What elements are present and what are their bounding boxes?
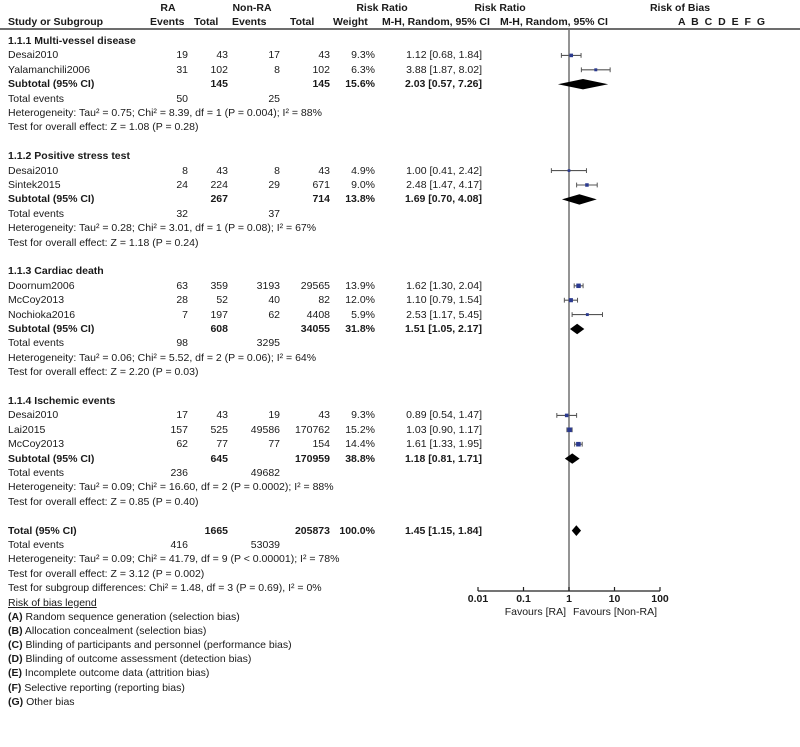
weight: 14.4% (345, 438, 375, 451)
risk-ratio-ci: 1.10 [0.79, 1.54] (406, 294, 482, 307)
legend-item-text: Random sequence generation (selection bias) (22, 610, 240, 623)
overall-effect-1.1.4 (0, 495, 800, 509)
subgroup-heading-1.1.1 (0, 34, 800, 48)
legend-item-b (8, 625, 206, 637)
weight: 31.8% (345, 323, 375, 335)
subgroup-heading-1.1.3 (0, 264, 800, 278)
header-group-4: Risk Ratio (474, 2, 526, 14)
grand-overall-effect (0, 567, 800, 581)
total-events-row (0, 336, 800, 350)
study-row (0, 437, 800, 451)
nonra-total: 43 (318, 164, 330, 177)
study-row (0, 63, 800, 77)
grand-total-label: Total (95% CI) (8, 524, 77, 537)
heterogeneity-1.1.1 (0, 106, 800, 120)
ra-total: 645 (210, 452, 228, 465)
legend-item-c (8, 639, 292, 651)
subgroup-heading-1.1.2 (0, 149, 800, 163)
study-name: Desai2010 (8, 409, 59, 422)
legend-item-g (8, 696, 75, 708)
ra-total-events: 50 (176, 92, 188, 105)
nonra-total-events: 3295 (256, 337, 280, 350)
header-rule (0, 28, 800, 30)
risk-ratio-ci: 1.69 [0.70, 4.08] (404, 193, 482, 206)
favours-left-label: Favours [RA] (504, 606, 566, 618)
overall-effect-1.1.2-text: Test for overall effect: Z = 1.18 (P = 0.24) (8, 236, 199, 249)
ra-total: 525 (210, 423, 228, 436)
total-events-row (0, 92, 800, 106)
study-name: Lai2015 (8, 423, 46, 436)
nonra-events: 62 (268, 308, 280, 321)
grand-heterogeneity (0, 552, 800, 566)
header-col-7: M-H, Random, 95% CI (382, 16, 490, 28)
total-events-label: Total events (8, 207, 65, 220)
ra-events: 62 (176, 438, 188, 451)
header-col-8: M-H, Random, 95% CI (500, 16, 608, 28)
legend-item-key: (F) (8, 681, 22, 694)
ra-total: 102 (210, 63, 228, 76)
nonra-total: 170762 (294, 423, 330, 436)
overall-effect-1.1.2 (0, 236, 800, 250)
ra-total: 43 (216, 164, 228, 177)
nonra-total: 205873 (294, 524, 330, 537)
risk-ratio-ci: 2.53 [1.17, 5.45] (406, 308, 482, 321)
subgroup-heading-1.1.3-text: 1.1.3 Cardiac death (8, 265, 104, 278)
risk-ratio-ci: 0.89 [0.54, 1.47] (406, 409, 482, 422)
nonra-total: 43 (318, 49, 330, 62)
risk-ratio-ci: 2.03 [0.57, 7.26] (404, 78, 482, 91)
weight: 4.9% (351, 164, 375, 177)
nonra-events: 8 (274, 164, 280, 177)
header-group-3: Risk Ratio (356, 2, 408, 14)
subgroup-heading-1.1.4-text: 1.1.4 Ischemic events (8, 395, 116, 407)
legend-item-key: (B) (8, 624, 23, 637)
risk-ratio-ci: 1.62 [1.30, 2.04] (406, 279, 482, 292)
legend-item-d (8, 653, 251, 665)
study-row (0, 308, 800, 322)
heterogeneity-1.1.3-text: Heterogeneity: Tau² = 0.06; Chi² = 5.52, df = 2 (P = 0.06); I² = 64% (8, 351, 317, 364)
risk-ratio-ci: 2.48 [1.47, 4.17] (406, 179, 482, 191)
subgroup-differences (0, 581, 800, 595)
study-name: Sintek2015 (8, 179, 61, 191)
study-row (0, 408, 800, 422)
ra-total-events: 32 (176, 207, 188, 220)
subtotal-row (0, 322, 800, 336)
subtotal-label: Subtotal (95% CI) (8, 323, 95, 335)
ra-total: 43 (216, 409, 228, 422)
nonra-total: 671 (312, 179, 330, 191)
weight: 13.9% (345, 279, 375, 292)
legend-item-e (8, 667, 209, 679)
ra-events: 7 (182, 308, 188, 321)
ra-total-events: 236 (170, 467, 188, 479)
risk-ratio-ci: 1.51 [1.05, 2.17] (404, 323, 482, 335)
ra-total: 43 (216, 49, 228, 62)
weight: 12.0% (345, 294, 375, 307)
subtotal-row (0, 77, 800, 91)
axis-tick-label-0: 0.01 (467, 593, 489, 605)
subtotal-label: Subtotal (95% CI) (8, 78, 95, 91)
subtotal-label: Subtotal (95% CI) (8, 193, 95, 206)
ra-total: 197 (210, 308, 228, 321)
axis-tick-label-2: 1 (566, 593, 572, 605)
total-events-label: Total events (8, 539, 65, 551)
nonra-total: 29565 (300, 279, 330, 292)
weight: 38.8% (345, 452, 375, 465)
axis-tick-label-4: 100 (651, 593, 669, 605)
ra-events: 63 (176, 279, 188, 292)
ra-total: 52 (216, 294, 228, 307)
grand-total-events-row (0, 538, 800, 552)
grand-total-row (0, 524, 800, 538)
nonra-total: 34055 (300, 323, 330, 335)
favours-right-label: Favours [Non-RA] (573, 606, 658, 618)
legend-item-text: Selective reporting (reporting bias) (21, 681, 185, 694)
study-name: McCoy2013 (8, 294, 65, 307)
legend-title: Risk of bias legend (8, 596, 97, 609)
weight: 5.9% (351, 308, 375, 321)
weight: 15.6% (345, 78, 375, 91)
ra-events: 24 (176, 179, 188, 191)
study-row (0, 279, 800, 293)
header-group-2: Non-RA (232, 2, 272, 14)
study-row (0, 164, 800, 178)
legend-item-key: (D) (8, 653, 23, 666)
ra-events: 28 (176, 294, 188, 307)
header-col-9: A B C D E F G (678, 16, 767, 28)
risk-ratio-ci: 1.45 [1.15, 1.84] (404, 524, 482, 537)
heterogeneity-1.1.2-text: Heterogeneity: Tau² = 0.28; Chi² = 3.01, df = 1 (P = 0.08); I² = 67% (8, 222, 317, 235)
weight: 9.3% (351, 49, 375, 62)
heterogeneity-1.1.2 (0, 221, 800, 235)
subgroup-heading-1.1.4 (0, 394, 800, 408)
header-col-4: Events (232, 16, 267, 28)
legend-item-text: Other bias (23, 695, 75, 708)
grand-heterogeneity-text: Heterogeneity: Tau² = 0.09; Chi² = 41.79, df = 9 (P < 0.00001); I² = 78% (8, 553, 340, 566)
weight: 13.8% (345, 193, 375, 206)
nonra-total: 43 (318, 409, 330, 422)
total-events-label: Total events (8, 92, 65, 105)
weight: 9.3% (351, 409, 375, 422)
subgroup-differences-text: Test for subgroup differences: Chi² = 1.48, df = 3 (P = 0.69), I² = 0% (8, 582, 322, 595)
ra-total: 359 (210, 279, 228, 292)
legend-item-text: Blinding of participants and personnel (performance bias) (22, 639, 292, 651)
total-events-label: Total events (8, 467, 65, 479)
nonra-events: 8 (274, 63, 280, 76)
total-events-row (0, 207, 800, 221)
weight: 100.0% (339, 524, 375, 537)
overall-effect-1.1.3 (0, 365, 800, 379)
nonra-events: 49586 (250, 423, 280, 436)
study-row (0, 48, 800, 62)
ra-events: 31 (176, 63, 188, 76)
heterogeneity-1.1.4-text: Heterogeneity: Tau² = 0.09; Chi² = 16.60, df = 2 (P = 0.0002); I² = 88% (8, 481, 334, 494)
overall-effect-1.1.1-text: Test for overall effect: Z = 1.08 (P = 0.28) (8, 121, 199, 134)
nonra-events: 40 (268, 294, 280, 307)
heterogeneity-1.1.3 (0, 351, 800, 365)
weight: 15.2% (345, 423, 375, 436)
nonra-total-events: 53039 (250, 539, 280, 551)
legend-item-key: (C) (8, 639, 23, 651)
ra-events: 17 (176, 409, 188, 422)
nonra-events: 29 (268, 179, 280, 191)
study-row (0, 293, 800, 307)
header-col-5: Total (290, 16, 315, 28)
risk-ratio-ci: 1.61 [1.33, 1.95] (406, 438, 482, 451)
ra-total: 145 (210, 78, 228, 91)
study-name: Desai2010 (8, 49, 59, 62)
nonra-total: 102 (312, 63, 330, 76)
nonra-total: 4408 (306, 308, 330, 321)
nonra-total: 82 (318, 294, 330, 307)
risk-ratio-ci: 1.12 [0.68, 1.84] (406, 49, 482, 62)
study-name: Doornum2006 (8, 279, 75, 292)
legend-item-key: (G) (8, 695, 24, 708)
header-group-5: Risk of Bias (649, 2, 711, 14)
nonra-total: 714 (312, 193, 330, 206)
ra-total: 267 (210, 193, 228, 206)
header-col-3: Total (194, 16, 219, 28)
nonra-total-events: 25 (268, 92, 280, 105)
overall-effect-1.1.1 (0, 120, 800, 134)
header-col-6: Weight (333, 16, 368, 28)
subtotal-label: Subtotal (95% CI) (8, 452, 95, 465)
subgroup-heading-1.1.1-text: 1.1.1 Multi-vessel disease (8, 35, 136, 47)
study-name: Desai2010 (8, 164, 59, 177)
header-col-2: Events (150, 16, 185, 28)
overall-effect-1.1.4-text: Test for overall effect: Z = 0.85 (P = 0.40) (8, 495, 199, 508)
study-name: McCoy2013 (8, 438, 65, 451)
weight: 6.3% (351, 63, 375, 76)
subtotal-row (0, 192, 800, 206)
risk-ratio-ci: 3.88 [1.87, 8.02] (406, 63, 482, 76)
grand-overall-effect-text: Test for overall effect: Z = 3.12 (P = 0.002) (8, 567, 205, 580)
heterogeneity-1.1.1-text: Heterogeneity: Tau² = 0.75; Chi² = 8.39, df = 1 (P = 0.004); I² = 88% (8, 107, 322, 119)
subgroup-heading-1.1.2-text: 1.1.2 Positive stress test (8, 150, 130, 163)
ra-total-events: 416 (170, 539, 188, 551)
total-events-row (0, 466, 800, 480)
nonra-events: 3193 (256, 279, 280, 292)
axis-tick-label-1: 0.1 (516, 593, 531, 605)
header-group-1: RA (160, 2, 176, 14)
study-row (0, 178, 800, 192)
nonra-total-events: 37 (268, 207, 280, 220)
nonra-total: 145 (312, 78, 330, 91)
ra-total: 608 (210, 323, 228, 335)
legend-item-text: Blinding of outcome assessment (detection bias) (22, 653, 252, 666)
weight: 9.0% (351, 179, 375, 191)
ra-events: 157 (170, 423, 188, 436)
subtotal-row (0, 452, 800, 466)
study-name: Nochioka2016 (8, 308, 76, 321)
study-name: Yalamanchili2006 (8, 63, 91, 76)
risk-ratio-ci: 1.18 [0.81, 1.71] (404, 452, 482, 465)
axis-tick-label-3: 10 (608, 593, 621, 605)
legend-item-key: (A) (8, 610, 23, 623)
risk-ratio-ci: 1.00 [0.41, 2.42] (406, 164, 482, 177)
nonra-total: 170959 (294, 452, 330, 465)
risk-ratio-ci: 1.03 [0.90, 1.17] (406, 423, 482, 436)
ra-total: 77 (216, 438, 228, 451)
legend-item-text: Allocation concealment (selection bias) (22, 624, 207, 637)
legend-item-f (8, 682, 185, 694)
legend-item-key: (E) (8, 667, 22, 680)
nonra-events: 77 (268, 438, 280, 451)
heterogeneity-1.1.4 (0, 480, 800, 494)
ra-total: 224 (210, 179, 228, 191)
nonra-events: 17 (268, 49, 280, 62)
nonra-events: 19 (268, 409, 280, 422)
nonra-total-events: 49682 (250, 467, 280, 479)
ra-events: 19 (176, 49, 188, 62)
overall-effect-1.1.3-text: Test for overall effect: Z = 2.20 (P = 0.03) (8, 366, 199, 379)
total-events-label: Total events (8, 337, 65, 350)
study-row (0, 423, 800, 437)
legend-item-a (8, 611, 240, 623)
nonra-total: 154 (312, 438, 330, 451)
header-col-1: Study or Subgroup (8, 16, 104, 28)
legend-item-text: Incomplete outcome data (attrition bias) (22, 667, 210, 680)
ra-total: 1665 (204, 524, 228, 537)
ra-events: 8 (182, 164, 188, 177)
ra-total-events: 98 (176, 337, 188, 350)
